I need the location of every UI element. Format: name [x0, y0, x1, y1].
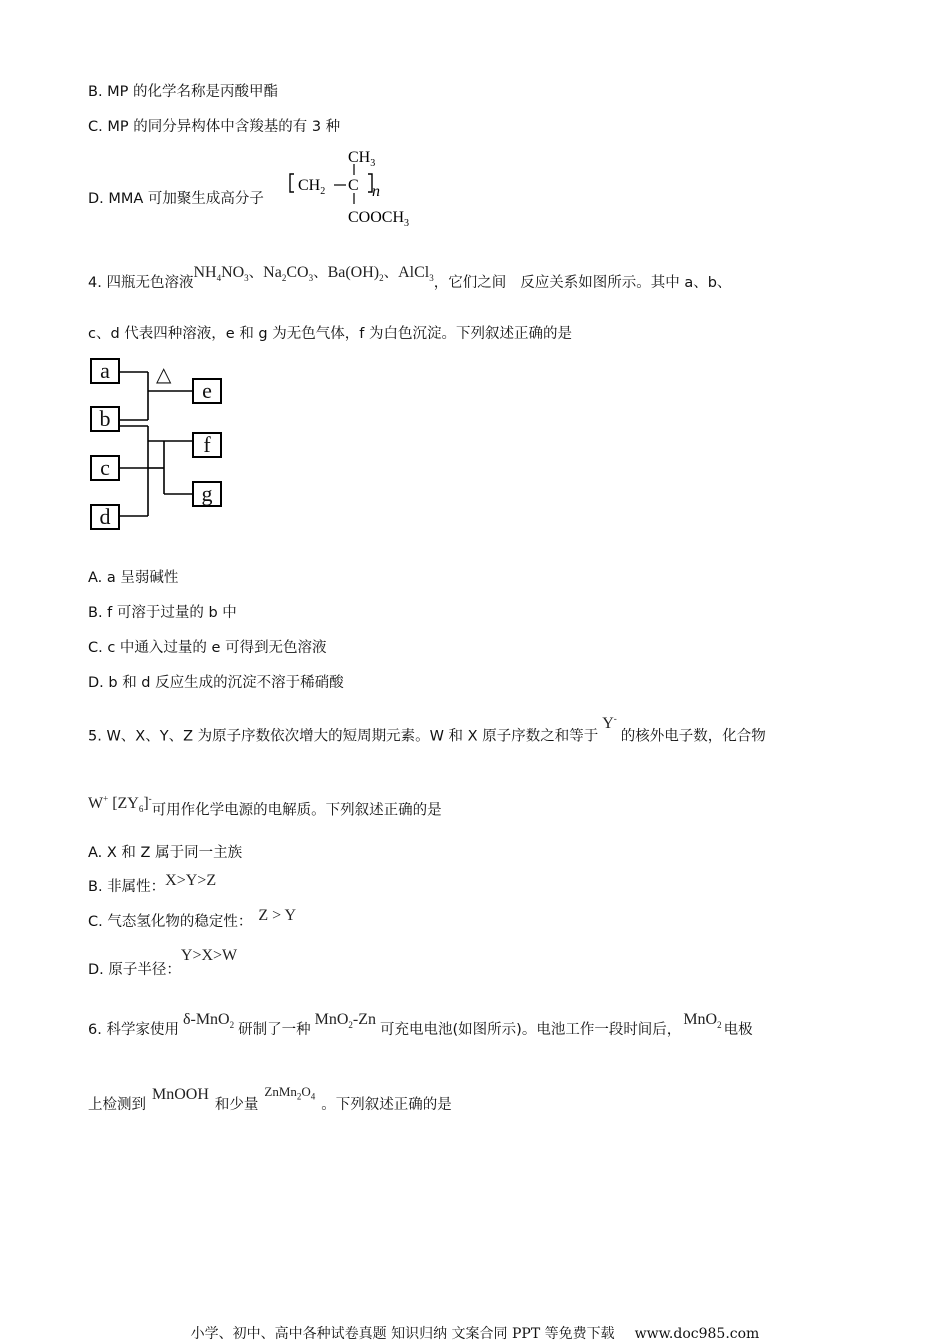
diagram-node-g: g — [192, 481, 222, 507]
svg-text:CH2 — [298, 177, 325, 197]
footer-url[interactable]: www.doc985.com — [634, 1326, 760, 1342]
polymer-ch2-sub: 2 — [320, 186, 326, 197]
y-ion: Y- — [602, 714, 617, 733]
svg-text:COOCH3: $COOCH_3$ — [348, 209, 410, 229]
reagent-nh4no3: $NH_4NO_3$ — [193, 264, 249, 284]
delta-mno2: δ-MnO$_2$ — [182, 1011, 235, 1031]
footer-text: 小学、初中、高中各种试卷真题 知识归纳 文案合同 PPT 等免费下载 — [190, 1326, 615, 1342]
q5-stem-line1: 5. W、X、Y、Z 为原子序数依次增大的短周期元素。W 和 X 原子序数之和等于Y-的核外电子数，化合物 — [88, 714, 766, 745]
reagent-na2co3: $Na_2CO_3$ — [263, 264, 314, 284]
page-footer — [0, 1323, 950, 1343]
q6-stem-line2: 上检测到MnOOH和少量$ZnMn_2O_4$。下列叙述正确的是 — [88, 1084, 452, 1113]
q5-option-b: B. 非属性：X>Y>Z — [88, 872, 217, 895]
diagram-node-e: e — [192, 378, 222, 404]
diagram-node-d: d — [90, 504, 120, 530]
polymer-cooch3: COOCH — [348, 209, 405, 226]
svg-text:CH3: $CH_3$ — [348, 149, 376, 169]
q4-option-c: C. c 中通入过量的 e 可得到无色溶液 — [88, 640, 327, 656]
reaction-diagram — [88, 356, 238, 536]
polymer-c: C — [348, 177, 359, 194]
q5-option-c: C. 气态氢化物的稳定性： Z > Y — [88, 907, 297, 930]
q4-stem-line1: 4. 四瓶无色溶液$NH_4NO_3$、$Na_2CO_3$、$Ba(OH)_2$、AlCl$_3$，它们之间 反应关系如图所示。其中 a、b、 — [88, 264, 732, 291]
reagent-alcl3: AlCl$_3$ — [398, 264, 434, 284]
electrolyte-formula: W+ $[ZY_6]^-$ — [88, 794, 152, 815]
mnooh: MnOOH — [152, 1086, 209, 1103]
q6-stem-line1: 6. 科学家使用δ-MnO$_2$ 研制了一种MnO$_2$-Zn可充电电池(如图所示)。电池工作一段时间后，MnO$_2$ 电极 — [88, 1011, 753, 1038]
znmn2o4: $ZnMn_2O_4$ — [264, 1084, 316, 1102]
q3-option-d: D. MMA 可加聚生成高分子 — [88, 191, 264, 207]
diagram-node-c: c — [90, 455, 120, 481]
heat-symbol: △ — [156, 362, 172, 386]
q4-stem-line2: c、d 代表四种溶液，e 和 g 为无色气体，f 为白色沉淀。下列叙述正确的是 — [88, 326, 572, 342]
diagram-node-b: b — [90, 406, 120, 432]
mno2-zn: MnO$_2$-Zn — [314, 1011, 376, 1031]
q4-option-a: A. a 呈弱碱性 — [88, 570, 179, 586]
polymer-ch3-top: CH — [348, 149, 371, 166]
diagram-node-f: f — [192, 432, 222, 458]
q4-option-b: B. f 可溶于过量的 b 中 — [88, 605, 237, 621]
q5-stem-line2: W+ $[ZY_6]^-$可用作化学电源的电解质。下列叙述正确的是 — [88, 794, 442, 819]
reagent-baoh2: $Ba(OH)_2$ — [327, 264, 384, 284]
q3-option-c: C. MP 的同分异构体中含羧基的有 3 种 — [88, 119, 341, 135]
mno2-electrode: MnO$_2$ — [683, 1011, 722, 1031]
q3-option-b: B. MP 的化学名称是丙酸甲酯 — [88, 84, 279, 100]
polymer-n: n — [372, 183, 380, 200]
diagram-node-a: a — [90, 358, 120, 384]
q4-option-d: D. b 和 d 反应生成的沉淀不溶于稀硝酸 — [88, 675, 344, 691]
pmma-structure — [286, 146, 436, 234]
q5-option-a: A. X 和 Z 属于同一主族 — [88, 845, 243, 861]
polymer-ch2: CH — [298, 177, 321, 194]
q5-option-d: D. 原子半径：Y>X>W — [88, 947, 238, 978]
